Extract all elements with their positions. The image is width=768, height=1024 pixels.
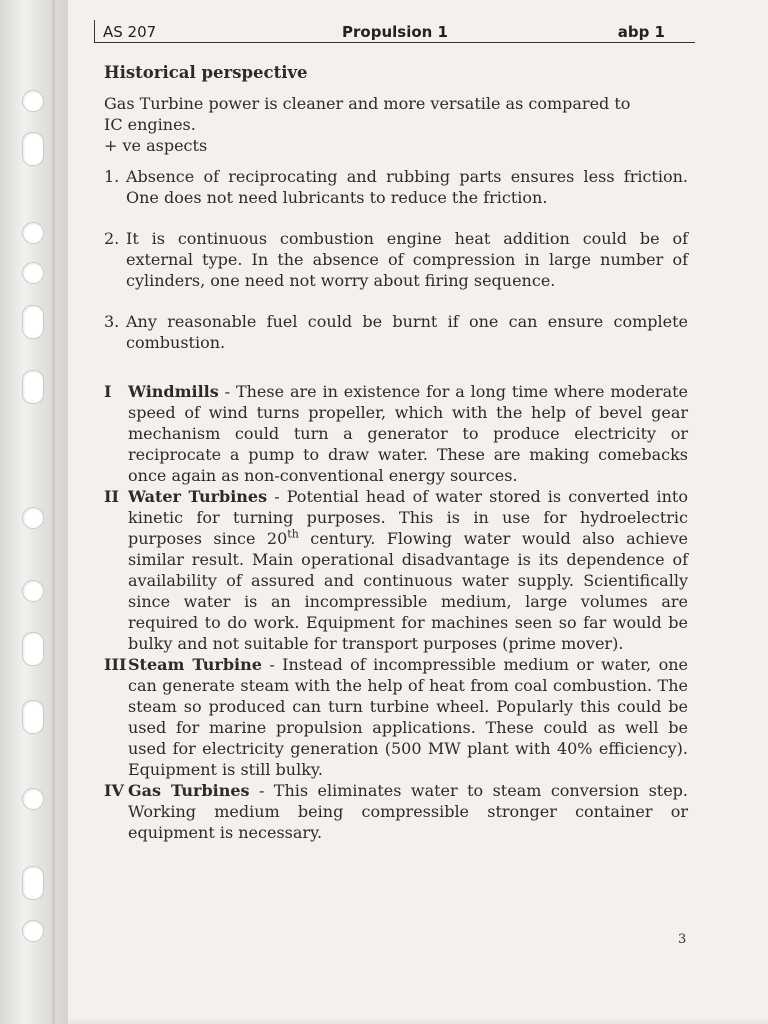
roman-numeral: II: [104, 487, 119, 506]
aspects-label: + ve aspects: [104, 136, 208, 155]
punch-hole: [22, 580, 44, 602]
item-number: 3.: [104, 312, 120, 331]
roman-item-gas-turbines: [104, 780, 688, 843]
intro-text-line-2: IC engines.: [104, 115, 196, 134]
numbered-item-1: [104, 166, 688, 208]
roman-item-steam-turbine: [104, 654, 688, 780]
punch-hole: [22, 90, 44, 112]
course-code: AS 207: [103, 23, 157, 41]
punch-hole: [22, 920, 44, 942]
item-text-cont: century. Flowing water would also achieve similar result. Main operational disadvantage is its dependence of availability of assured and continuous water supply. Scientifically since water is an incompressible medium, large volumes are required to do work. Equipment for machines seen so far would be bulky and not suitable for transport purposes (prime mover).: [128, 529, 688, 653]
numbered-item-2: [104, 228, 688, 291]
punch-slot: [22, 305, 44, 339]
item-number: 2.: [104, 229, 120, 248]
page-header: [94, 20, 695, 43]
course-title: Propulsion 1: [342, 23, 448, 41]
item-number: 1.: [104, 167, 120, 186]
punch-slot: [22, 132, 44, 166]
term-windmills: Windmills: [128, 382, 219, 401]
roman-item-windmills: [104, 381, 688, 486]
term-gas-turbines: Gas Turbines: [128, 781, 250, 800]
roman-numeral: IV: [104, 781, 124, 800]
term-water-turbines: Water Turbines: [128, 487, 268, 506]
numbered-item-3: [104, 311, 688, 353]
punch-slot: [22, 632, 44, 666]
page-number: 3: [678, 932, 687, 947]
item-text: It is continuous combustion engine heat addition could be of external type. In the absence of compression in large number of cylinders, one need not worry about firing sequence.: [126, 229, 688, 290]
author-code: abp 1: [617, 23, 665, 41]
punch-hole: [22, 222, 44, 244]
punch-slot: [22, 370, 44, 404]
binder-sleeve: [0, 0, 69, 1024]
roman-item-water-turbines: [104, 486, 688, 654]
item-text: - Potential head of water stored is converted into kinetic for turning purposes. This is in use for hydroelectric purposes since 20: [128, 487, 688, 548]
punch-slot: [22, 700, 44, 734]
superscript: th: [287, 527, 299, 541]
sleeve-fold-line: [52, 0, 55, 1024]
page-shadow: [68, 1018, 768, 1024]
item-text: Absence of reciprocating and rubbing parts ensures less friction. One does not need lubricants to reduce the friction.: [126, 167, 688, 207]
page-content: [104, 62, 688, 843]
intro-text-line-1: Gas Turbine power is cleaner and more versatile as compared to: [104, 94, 631, 113]
section-heading: Historical perspective: [104, 63, 308, 82]
item-text: - This eliminates water to steam conversion step. Working medium being compressible stronger container or equipment is necessary.: [128, 781, 689, 842]
item-text: Any reasonable fuel could be burnt if one can ensure complete combustion.: [126, 312, 688, 352]
term-steam-turbine: Steam Turbine: [128, 655, 262, 674]
punch-slot: [22, 866, 44, 900]
punch-hole: [22, 788, 44, 810]
roman-numeral: III: [104, 655, 127, 674]
punch-hole: [22, 507, 44, 529]
punch-hole: [22, 262, 44, 284]
item-text: - Instead of incompressible medium or water, one can generate steam with the help of heat from coal combustion. The steam so produced can turn turbine wheel. Popularly this could be used for marine propulsion applications. These could as well be used for electricity generation (500 MW plant with 40% efficiency). Equipment is still bulky.: [128, 655, 688, 779]
roman-numeral: I: [104, 382, 112, 401]
item-text: - These are in existence for a long time where moderate speed of wind turns propeller, which with the help of bevel gear mechanism could turn a generator to produce electricity or reciprocate a pump to draw water. These are making comebacks once again as non-conventional energy sources.: [128, 382, 688, 485]
